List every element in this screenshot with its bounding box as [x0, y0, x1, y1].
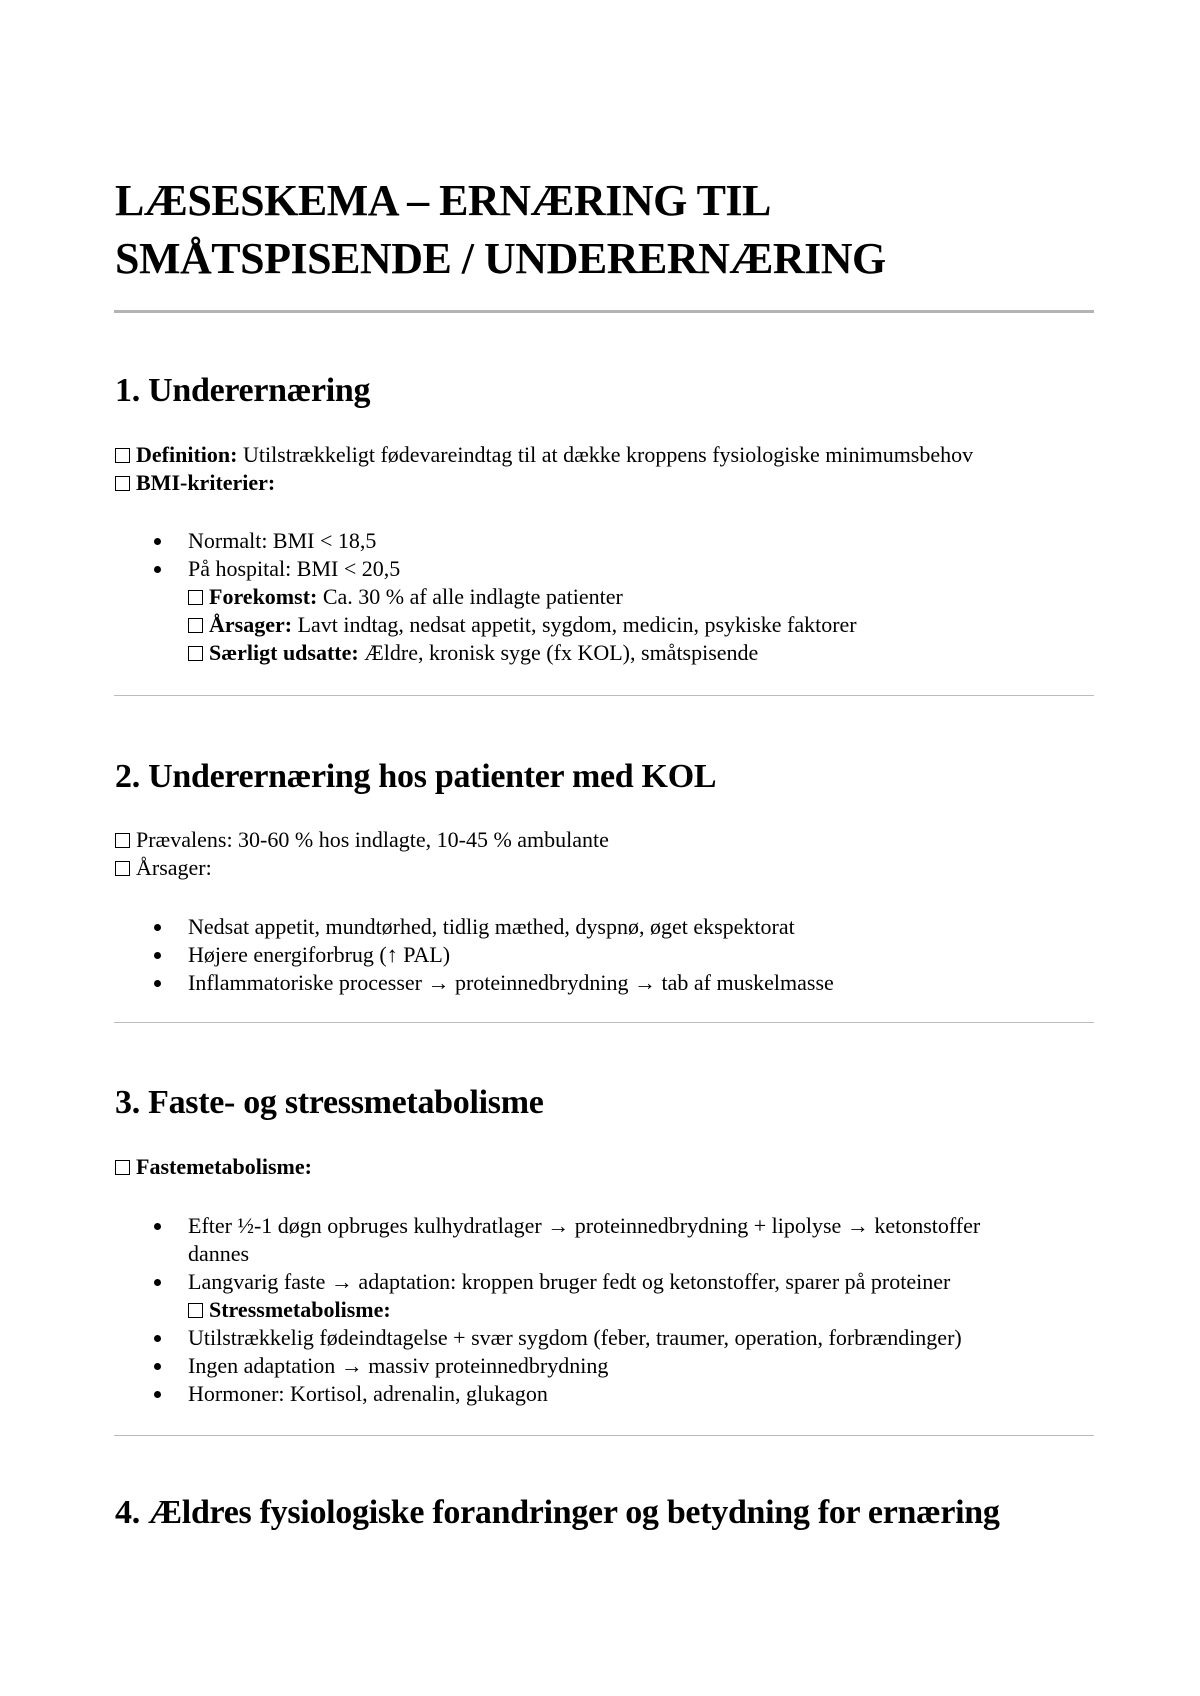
bullet-icon [154, 1363, 161, 1370]
checkbox-icon [115, 448, 130, 463]
list-item: Efter ½-1 døgn opbruges kulhydratlager → proteinnedbrydning + lipolyse → ketonstoffer [188, 1213, 981, 1238]
checkbox-icon [188, 1303, 203, 1318]
aarsager-text: Lavt indtag, nedsat appetit, sygdom, medicin, psykiske faktorer [292, 612, 857, 637]
section-1-heading: 1. Underernæring [115, 372, 371, 409]
list-item: Højere energiforbrug (↑ PAL) [188, 942, 451, 967]
document-title [115, 172, 1095, 288]
section-4-heading: 4. Ældres fysiologiske forandringer og betydning for ernæring [115, 1494, 1000, 1531]
definition-item [115, 441, 973, 469]
list-item: Normalt: BMI < 18,5 [188, 528, 377, 553]
udsatte-label: Særligt udsatte: [209, 640, 359, 665]
list-item: Inflammatoriske processer → proteinnedbrydning → tab af muskelmasse [188, 970, 834, 995]
praevalens-item [115, 826, 609, 854]
bullet-icon [154, 952, 161, 959]
stressmetabolisme-item [188, 1296, 391, 1324]
bullet-icon [154, 1223, 161, 1230]
bullet-icon [154, 980, 161, 987]
checkbox-icon [188, 646, 203, 661]
bullet-icon [154, 1279, 161, 1286]
aarsager-item [115, 854, 212, 882]
title-divider [114, 310, 1094, 313]
bullet-icon [154, 566, 161, 573]
fastemetabolisme-label: Fastemetabolisme: [136, 1154, 312, 1179]
bmi-criteria-label: BMI-kriterier: [136, 470, 276, 495]
bullet-icon [154, 1391, 161, 1398]
checkbox-icon [115, 833, 130, 848]
list-item: Hormoner: Kortisol, adrenalin, glukagon [188, 1381, 548, 1406]
udsatte-text: Ældre, kronisk syge (fx KOL), småtspisende [358, 640, 759, 665]
praevalens-text: Prævalens: 30-60 % hos indlagte, 10-45 % ambulante [136, 827, 609, 852]
forekomst-text: Ca. 30 % af alle indlagte patienter [317, 584, 623, 609]
list-item-continuation: dannes [188, 1241, 250, 1266]
list-item: Nedsat appetit, mundtørhed, tidlig mæthed, dyspnø, øget ekspektorat [188, 914, 795, 939]
aarsager-text: Årsager: [136, 855, 212, 880]
list-item: På hospital: BMI < 20,5 [188, 556, 401, 581]
title-line-1: LÆSESKEMA – ERNÆRING TIL [115, 176, 771, 225]
definition-label: Definition: [136, 442, 238, 467]
stressmetabolisme-label: Stressmetabolisme: [209, 1297, 391, 1322]
section-divider [114, 1435, 1094, 1436]
list-item: Ingen adaptation → massiv proteinnedbrydning [188, 1353, 609, 1378]
forekomst-label: Forekomst: [209, 584, 318, 609]
fastemetabolisme-item [115, 1153, 312, 1181]
checkbox-icon [115, 476, 130, 491]
forekomst-item [188, 583, 623, 611]
section-divider [114, 1022, 1094, 1023]
list-item: Utilstrækkelig fødeindtagelse + svær sygdom (feber, traumer, operation, forbrændinger) [188, 1325, 962, 1350]
list-item: Langvarig faste → adaptation: kroppen bruger fedt og ketonstoffer, sparer på proteiner [188, 1269, 951, 1294]
udsatte-item [188, 639, 758, 667]
aarsager-label: Årsager: [209, 612, 293, 637]
definition-text: Utilstrækkeligt fødevareindtag til at dække kroppens fysiologiske minimumsbehov [237, 442, 974, 467]
title-line-2: SMÅTSPISENDE / UNDERERNÆRING [115, 234, 886, 283]
checkbox-icon [115, 861, 130, 876]
checkbox-icon [188, 590, 203, 605]
bullet-icon [154, 924, 161, 931]
section-3-heading: 3. Faste- og stressmetabolisme [115, 1084, 544, 1121]
aarsager-item [188, 611, 857, 639]
checkbox-icon [188, 618, 203, 633]
bullet-icon [154, 1335, 161, 1342]
checkbox-icon [115, 1160, 130, 1175]
bullet-icon [154, 538, 161, 545]
bmi-criteria-item [115, 469, 275, 497]
section-2-heading: 2. Underernæring hos patienter med KOL [115, 758, 717, 795]
section-divider [114, 695, 1094, 696]
